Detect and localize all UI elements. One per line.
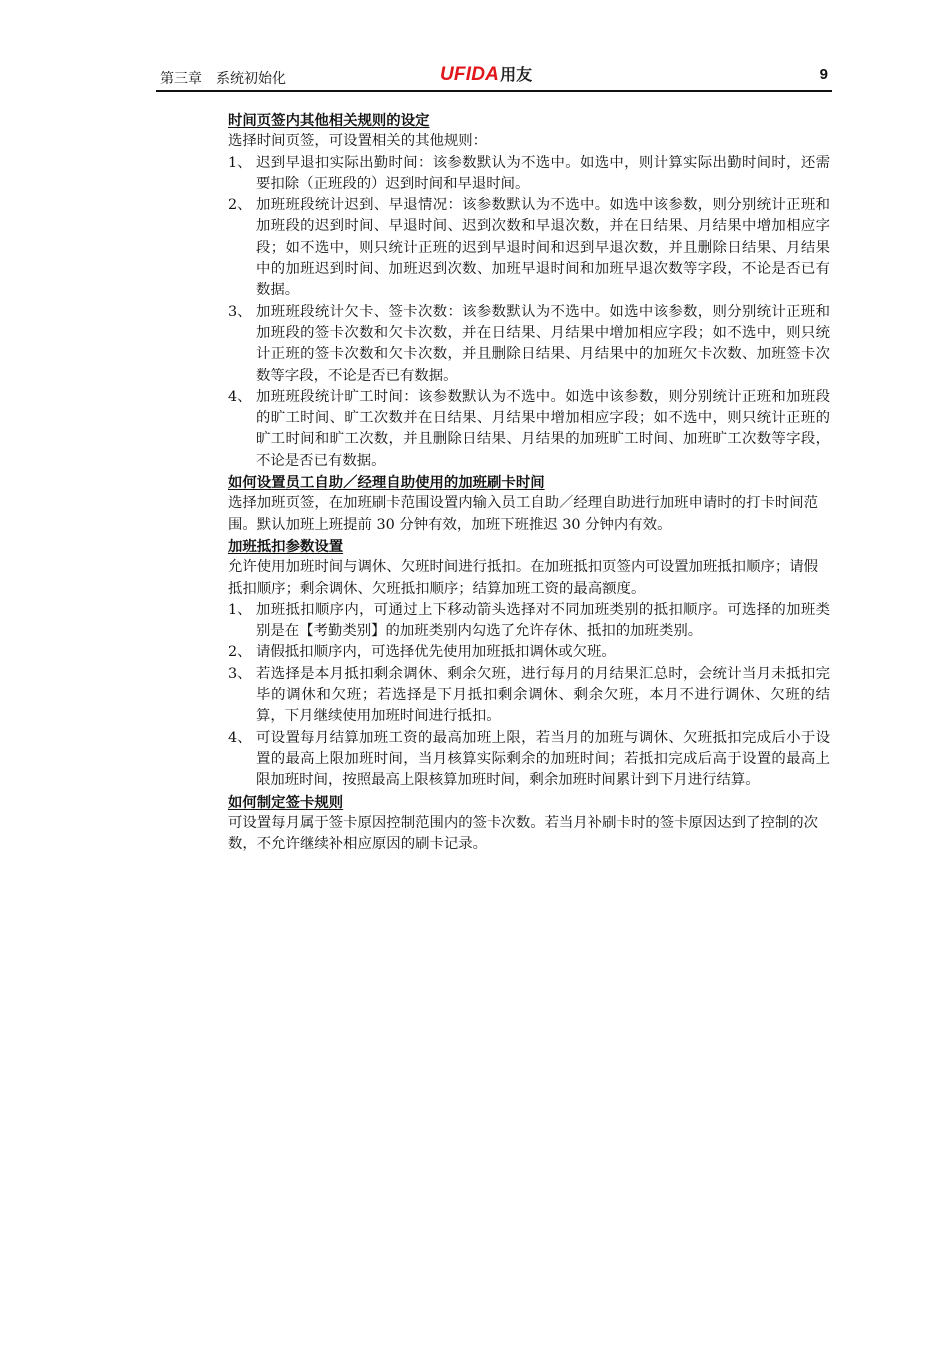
section-heading: 时间页签内其他相关规则的设定 xyxy=(228,112,430,129)
item-number: 4、 xyxy=(228,729,252,746)
item-number: 4、 xyxy=(228,388,252,405)
item-number: 3、 xyxy=(228,665,252,682)
section-heading: 如何设置员工自助／经理自助使用的加班刷卡时间 xyxy=(228,474,545,492)
page-body xyxy=(228,110,830,855)
section-intro: 选择加班页签，在加班刷卡范围设置内输入员工自助／经理自助进行加班申请时的打卡时间范围。默认加班上班提前 30 分钟有效，加班下班推迟 30 分钟内有效。 xyxy=(228,495,819,533)
item-text: 加班抵扣顺序内，可通过上下移动箭头选择对不同加班类别的抵扣顺序。可选择的加班类别是在【考勤类别】的加班类别内勾选了允许存休、抵扣的加班类别。 xyxy=(256,601,830,640)
list-item xyxy=(228,728,830,792)
section-overtime-deduction xyxy=(228,536,830,792)
item-text: 迟到早退扣实际出勤时间：该参数默认为不选中。如选中，则计算实际出勤时间时，还需要扣除（正班段的）迟到时间和早退时间。 xyxy=(256,154,830,192)
section-time-rules xyxy=(228,110,830,472)
list-item xyxy=(228,195,830,301)
item-text: 加班班段统计欠卡、签卡次数：该参数默认为不选中。如选中该参数，则分别统计正班和加班段的签卡次数和欠卡次数，并在日结果、月结果中增加相应字段；如不选中，则只统计正班的签卡次数和欠卡次数，并且删除日结果、月结果中的加班欠卡次数、加班签卡次数等字段，不论是否已有数据。 xyxy=(256,303,830,384)
list-item xyxy=(228,302,830,387)
item-text: 若选择是本月抵扣剩余调休、剩余欠班，进行每月的月结果汇总时，会统计当月未抵扣完毕的调休和欠班；若选择是下月抵扣剩余调休、剩余欠班，本月不进行调休、欠班的结算，下月继续使用加班时间进行抵扣。 xyxy=(256,665,830,725)
list-item xyxy=(228,664,830,728)
section-intro: 允许使用加班时间与调休、欠班时间进行抵扣。在加班抵扣页签内可设置加班抵扣顺序；请假抵扣顺序；剩余调休、欠班抵扣顺序；结算加班工资的最高额度。 xyxy=(228,559,819,597)
item-text: 加班班段统计旷工时间：该参数默认为不选中。如选中该参数，则分别统计正班和加班段的旷工时间、旷工次数并在日结果、月结果中增加相应字段；如不选中，则只统计正班的旷工时间和旷工次数，并且删除日结果、月结果的加班旷工时间、加班旷工次数等字段，不论是否已有数据。 xyxy=(256,388,830,469)
item-number: 2、 xyxy=(228,197,252,214)
item-number: 2、 xyxy=(228,644,252,661)
section-heading: 加班抵扣参数设置 xyxy=(228,537,344,555)
item-number: 1、 xyxy=(228,154,252,171)
item-number: 3、 xyxy=(228,303,252,320)
section-intro: 选择时间页签，可设置相关的其他规则： xyxy=(228,133,488,150)
section-sign-card-rules xyxy=(228,792,830,856)
rule-list xyxy=(228,600,830,792)
ufida-logo xyxy=(440,63,532,87)
rule-list xyxy=(228,153,830,472)
section-intro: 可设置每月属于签卡原因控制范围内的签卡次数。若当月补刷卡时的签卡原因达到了控制的次数，不允许继续补相应原因的刷卡记录。 xyxy=(228,814,819,853)
section-heading: 如何制定签卡规则 xyxy=(228,793,344,811)
section-overtime-card-time xyxy=(228,472,830,536)
list-item xyxy=(228,642,830,663)
item-text: 加班班段统计迟到、早退情况：该参数默认为不选中。如选中该参数，则分别统计正班和加班段的迟到时间、早退时间、迟到次数和早退次数，并在日结果、月结果中增加相应字段；如不选中，则只统计正班的迟到早退时间和迟到早退次数，并且删除日结果、月结果中的加班迟到时间、加班迟到次数、加班早退时间和加班早退次数等字段，不论是否已有数据。 xyxy=(256,197,830,299)
chapter-title: 第三章 系统初始化 xyxy=(160,71,286,87)
list-item xyxy=(228,153,830,196)
logo-text-cn: 用友 xyxy=(500,65,533,84)
list-item xyxy=(228,600,830,643)
logo-text-en: UFIDA xyxy=(440,64,500,85)
page-number: 9 xyxy=(819,66,828,83)
page-header xyxy=(156,60,832,92)
item-text: 可设置每月结算加班工资的最高加班上限，若当月的加班与调休、欠班抵扣完成后小于设置的最高上限加班时间，当月核算实际剩余的加班时间；若抵扣完成后高于设置的最高上限加班时间，按照最高上限核算加班时间，剩余加班时间累计到下月进行结算。 xyxy=(256,729,830,789)
item-text: 请假抵扣顺序内，可选择优先使用加班抵扣调休或欠班。 xyxy=(256,644,616,661)
list-item xyxy=(228,387,830,472)
item-number: 1、 xyxy=(228,601,252,618)
